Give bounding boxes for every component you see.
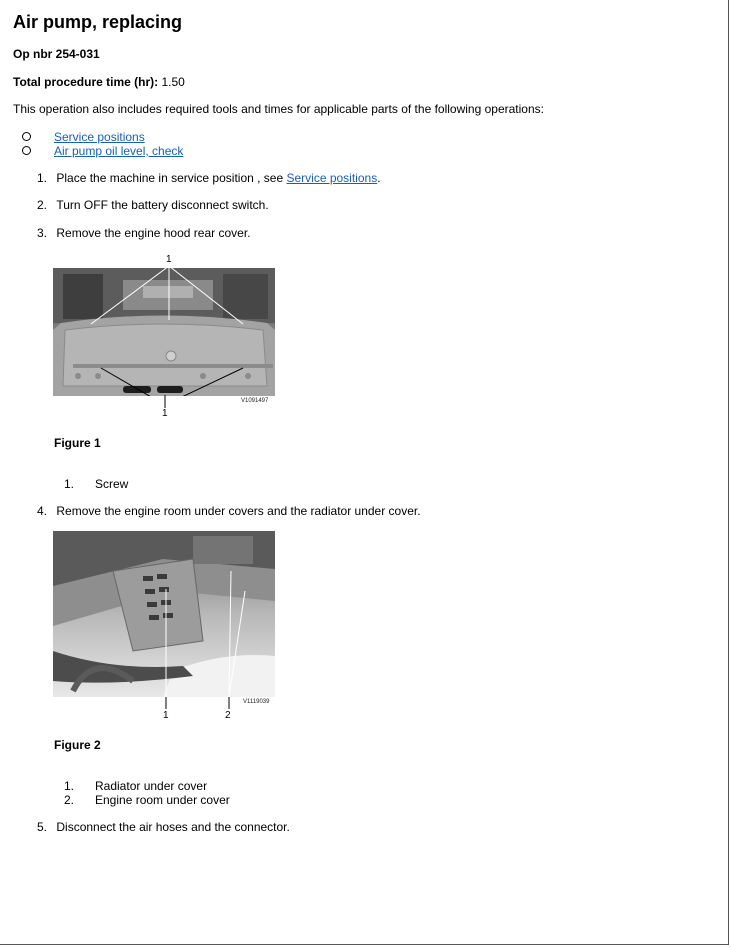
- figure-1-callout-bottom: 1: [162, 408, 168, 419]
- intro-text: This operation also includes required tools and times for applicable parts of the following operations:: [13, 102, 544, 116]
- total-time-value: 1.50: [161, 75, 185, 89]
- total-procedure-time: [13, 75, 185, 89]
- related-op-link-service-positions[interactable]: Service positions: [54, 130, 145, 144]
- figure-2-callout-1: 1: [163, 710, 169, 721]
- step-4: [37, 504, 421, 518]
- step-number: 3.: [37, 226, 48, 240]
- legend-text: Radiator under cover: [95, 779, 208, 793]
- figure-2-code: V1119039: [243, 699, 270, 705]
- figure-1-callout-top: 1: [166, 254, 172, 265]
- step-1-service-positions-link[interactable]: Service positions: [286, 171, 378, 185]
- step-text-end: .: [377, 171, 381, 185]
- bullet-circle-icon: [22, 132, 31, 141]
- step-text: Place the machine in service position , see: [56, 171, 287, 185]
- step-number: 4.: [37, 504, 48, 518]
- bullet-circle-icon: [22, 146, 31, 155]
- figure-2-caption: Figure 2: [54, 738, 101, 752]
- figure-1-legend-item: [64, 477, 129, 491]
- step-text: Turn OFF the battery disconnect switch.: [56, 198, 269, 212]
- op-number: Op nbr 254-031: [13, 47, 100, 61]
- related-op-link-air-pump-oil-level[interactable]: Air pump oil level, check: [54, 144, 184, 158]
- legend-number: 1.: [64, 779, 75, 793]
- step-text: Remove the engine hood rear cover.: [56, 226, 251, 240]
- legend-text: Engine room under cover: [95, 793, 230, 807]
- figure-1-code: V1091497: [241, 398, 269, 404]
- figure-1-caption: Figure 1: [54, 436, 101, 450]
- step-number: 5.: [37, 820, 48, 834]
- step-1: [37, 171, 381, 185]
- figure-2-legend-item: [64, 793, 230, 807]
- figure-2-legend-item: [64, 779, 208, 793]
- total-time-label: Total procedure time (hr):: [13, 75, 159, 89]
- figure-1-leader-line: [160, 395, 170, 409]
- step-2: [37, 198, 269, 212]
- step-5: [37, 820, 290, 834]
- legend-text: Screw: [95, 477, 129, 491]
- step-number: 2.: [37, 198, 48, 212]
- figure-2-callout-2: 2: [225, 710, 231, 721]
- figure-1-image: [53, 268, 275, 396]
- step-text: Disconnect the air hoses and the connector.: [56, 820, 290, 834]
- step-text: Remove the engine room under covers and the radiator under cover.: [56, 504, 421, 518]
- figure-2-leader-lines: [160, 697, 240, 711]
- figure-2-image: [53, 531, 275, 697]
- step-number: 1.: [37, 171, 48, 185]
- step-3: [37, 226, 250, 240]
- legend-number: 2.: [64, 793, 75, 807]
- legend-number: 1.: [64, 477, 75, 491]
- page-title: Air pump, replacing: [13, 12, 183, 32]
